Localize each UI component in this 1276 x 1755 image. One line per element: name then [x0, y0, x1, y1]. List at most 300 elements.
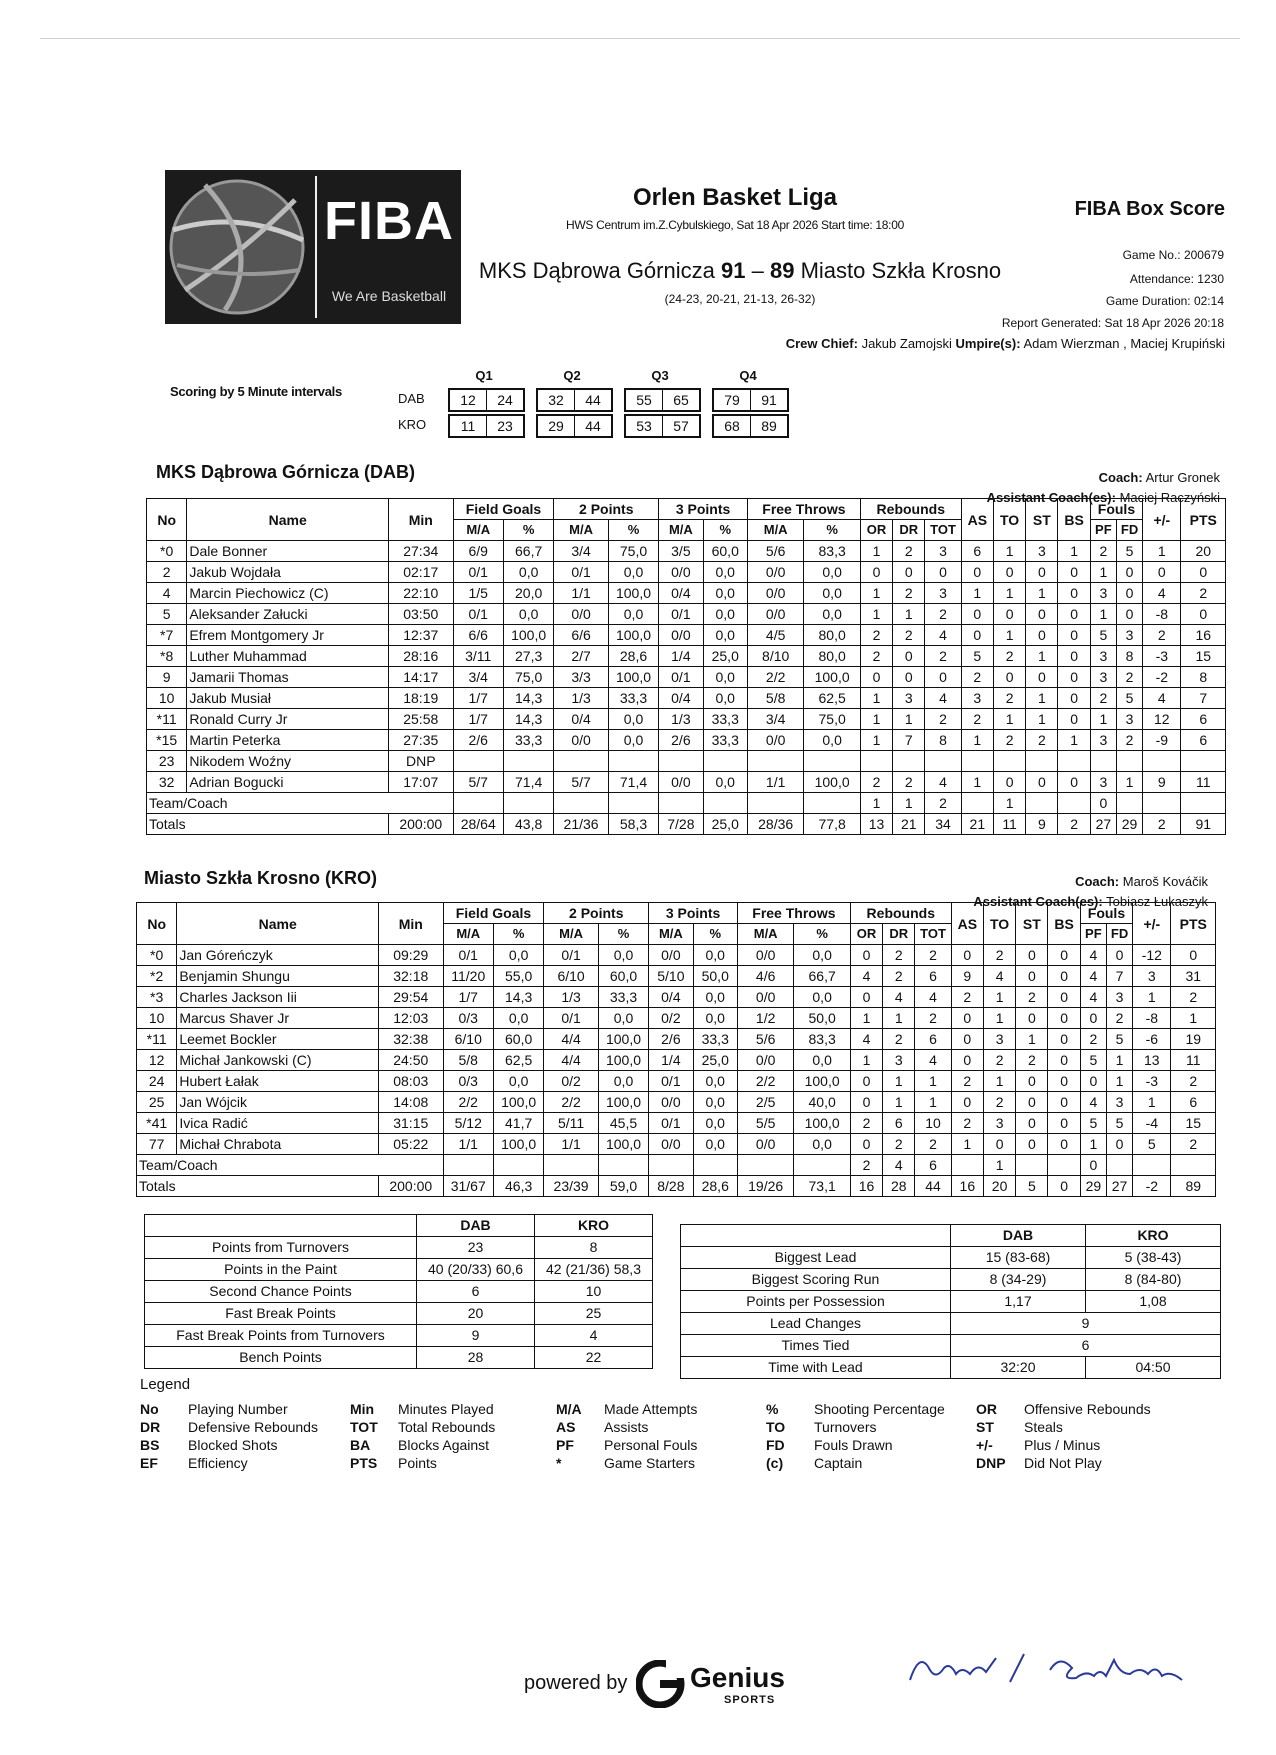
col-st: ST	[1026, 499, 1058, 541]
stat-cell: 0,0	[493, 1071, 543, 1092]
stat-cell	[993, 751, 1025, 772]
stat-cell: 5/11	[544, 1113, 598, 1134]
stat-cell: 6	[1181, 730, 1226, 751]
col-2-points: 2 Points	[554, 499, 659, 520]
player-number: 5	[147, 604, 187, 625]
stat-cell	[544, 1155, 598, 1176]
stat-cell: 0/0	[659, 772, 703, 793]
player-row	[147, 751, 1226, 772]
player-row	[137, 1008, 1216, 1029]
attendance: Attendance: 1230	[1129, 272, 1224, 286]
stat-cell: 0	[1181, 562, 1226, 583]
stat-cell: 0,0	[493, 1008, 543, 1029]
stat-cell: 10	[915, 1113, 951, 1134]
stat-cell: 2	[925, 793, 961, 814]
stat-cell: 0	[1143, 562, 1181, 583]
player-name: Luther Muhammad	[187, 646, 389, 667]
stat-cell: 3	[1090, 583, 1116, 604]
stat-cell: 0	[1048, 945, 1080, 966]
stat-cell: 2	[993, 730, 1025, 751]
player-name: Martin Peterka	[187, 730, 389, 751]
col-subheader: DR	[883, 924, 915, 945]
legend-column	[766, 1400, 986, 1472]
stat-cell	[659, 751, 703, 772]
stat-cell: 0	[951, 1092, 983, 1113]
legend-desc: Steals	[1024, 1419, 1063, 1435]
stat-cell: 5	[1106, 1113, 1132, 1134]
stat-cell: 2	[925, 709, 961, 730]
stat-cell: 2	[925, 604, 961, 625]
stat-cell	[1116, 751, 1142, 772]
interval-box	[536, 414, 613, 438]
stats-label: Lead Changes	[681, 1313, 951, 1335]
stat-cell: 100,0	[794, 1071, 850, 1092]
stat-cell: 4	[850, 966, 882, 987]
stat-cell: 80,0	[804, 646, 860, 667]
stat-cell	[1143, 751, 1181, 772]
stat-cell: 12:37	[389, 625, 454, 646]
player-name: Leemet Bockler	[177, 1029, 379, 1050]
quarter-label: Q2	[563, 368, 581, 383]
stat-cell: 1/7	[453, 709, 503, 730]
stat-cell: 0/0	[659, 625, 703, 646]
player-row	[147, 772, 1226, 793]
stat-cell: 0	[1171, 945, 1216, 966]
player-row	[147, 604, 1226, 625]
player-number: *0	[137, 945, 177, 966]
stat-cell: 60,0	[598, 966, 648, 987]
player-number: *3	[137, 987, 177, 1008]
stats-row	[145, 1325, 653, 1347]
coach-label: Coach:	[1075, 874, 1120, 889]
stat-cell: 0	[961, 604, 993, 625]
stat-cell	[961, 751, 993, 772]
stat-cell: 1	[1090, 604, 1116, 625]
stats-value: 8 (34-29)	[951, 1269, 1086, 1291]
stat-cell: 8	[1116, 646, 1142, 667]
legend-key: AS	[556, 1419, 576, 1435]
interval-box	[624, 414, 701, 438]
stat-cell: 5	[1090, 625, 1116, 646]
interval-score: 65	[673, 392, 689, 408]
stat-cell: 71,4	[503, 772, 553, 793]
legend-item	[976, 1454, 1196, 1472]
stat-cell: 28,6	[608, 646, 658, 667]
col-subheader: %	[493, 924, 543, 945]
stat-cell: 7/28	[659, 814, 703, 835]
col-2-points: 2 Points	[544, 903, 649, 924]
coach-name: Artur Gronek	[1145, 470, 1220, 485]
legend-desc: Captain	[814, 1455, 863, 1471]
stat-cell: 0	[893, 646, 925, 667]
stat-cell: 0	[1106, 945, 1132, 966]
stat-cell: 200:00	[379, 1176, 444, 1197]
interval-box	[712, 414, 789, 438]
interval-score: 55	[626, 390, 663, 410]
stat-cell: 8	[1181, 667, 1226, 688]
player-number: 23	[147, 751, 187, 772]
col-as: AS	[951, 903, 983, 945]
team-coach-row	[147, 793, 1226, 814]
legend-item	[556, 1418, 776, 1436]
stat-cell: 58,3	[608, 814, 658, 835]
stat-cell: 83,3	[794, 1029, 850, 1050]
stat-cell: 2	[925, 646, 961, 667]
stat-cell: 4	[1080, 945, 1106, 966]
stat-cell: 6	[1181, 709, 1226, 730]
stats-value: 8 (84-80)	[1086, 1269, 1221, 1291]
legend-desc: Personal Fouls	[604, 1437, 698, 1453]
stat-cell: 4	[883, 987, 915, 1008]
stat-cell: 24:50	[379, 1050, 444, 1071]
stat-cell: 1	[993, 625, 1025, 646]
stat-cell: 31/67	[443, 1176, 493, 1197]
stat-cell: 1	[860, 709, 892, 730]
stat-cell: 0	[983, 1134, 1015, 1155]
totals-row	[137, 1176, 1216, 1197]
totals-label: Totals	[147, 814, 389, 835]
col-to: TO	[983, 903, 1015, 945]
stat-cell: 3	[925, 541, 961, 562]
col-subheader: %	[503, 520, 553, 541]
stat-cell: -6	[1133, 1029, 1171, 1050]
stat-cell: 3	[983, 1113, 1015, 1134]
stats-value: 4	[535, 1325, 653, 1347]
legend-item	[556, 1400, 776, 1418]
stat-cell: 62,5	[804, 688, 860, 709]
col-no: No	[147, 499, 187, 541]
col-subheader: %	[794, 924, 850, 945]
interval-score: 23	[497, 418, 513, 434]
stat-cell: 0,0	[804, 583, 860, 604]
player-row	[137, 1092, 1216, 1113]
stat-cell: 1	[1016, 1029, 1048, 1050]
stats-row	[145, 1259, 653, 1281]
matchup	[470, 258, 1010, 284]
legend-column	[976, 1400, 1196, 1472]
stat-cell: 2/6	[649, 1029, 693, 1050]
col-name: Name	[187, 499, 389, 541]
legend-key: (c)	[766, 1455, 784, 1471]
stat-cell: 200:00	[389, 814, 454, 835]
stat-cell: 0,0	[703, 688, 747, 709]
interval-score: 89	[761, 418, 777, 434]
stat-cell: 14,3	[503, 688, 553, 709]
stat-cell: 1	[961, 730, 993, 751]
stat-cell: 3	[1116, 709, 1142, 730]
quarter-label: Q3	[651, 368, 669, 383]
stat-cell: 0/0	[554, 730, 608, 751]
stats-label: Second Chance Points	[145, 1281, 417, 1303]
stat-cell: 09:29	[379, 945, 444, 966]
stats-value: 1,17	[951, 1291, 1086, 1313]
stats-label: Points per Possession	[681, 1291, 951, 1313]
game-duration: Game Duration: 02:14	[1105, 294, 1224, 308]
col-free-throws: Free Throws	[747, 499, 860, 520]
stat-cell: 1	[1106, 1050, 1132, 1071]
stat-cell: 33,3	[608, 688, 658, 709]
stats-row	[681, 1269, 1221, 1291]
stat-cell: 0,0	[598, 1071, 648, 1092]
stat-cell: 1	[993, 709, 1025, 730]
stat-cell: 0/0	[747, 583, 803, 604]
stat-cell: 21/36	[554, 814, 608, 835]
player-number: 24	[137, 1071, 177, 1092]
legend-key: BS	[140, 1437, 160, 1453]
player-name: Nikodem Woźny	[187, 751, 389, 772]
interval-score: 44	[585, 392, 601, 408]
stats-label: Biggest Lead	[681, 1247, 951, 1269]
stat-cell: 91	[1181, 814, 1226, 835]
col-subheader: M/A	[443, 924, 493, 945]
stat-cell: 3/4	[554, 541, 608, 562]
stat-cell: 0/0	[747, 730, 803, 751]
player-name: Marcin Piechowicz (C)	[187, 583, 389, 604]
stat-cell: 0,0	[703, 772, 747, 793]
player-row	[137, 1134, 1216, 1155]
stats-header: DAB	[951, 1225, 1086, 1247]
stat-cell: 0	[1048, 1134, 1080, 1155]
legend-column	[350, 1400, 570, 1472]
stat-cell: 100,0	[608, 667, 658, 688]
legend-key: FD	[766, 1437, 785, 1453]
stats-value: 40 (20/33) 60,6	[417, 1259, 535, 1281]
stat-cell: 6/6	[554, 625, 608, 646]
stat-cell: 02:17	[389, 562, 454, 583]
stat-cell: 5	[1116, 541, 1142, 562]
stat-cell: 0,0	[503, 604, 553, 625]
stat-cell: 3	[925, 583, 961, 604]
stat-cell: 0	[1080, 1071, 1106, 1092]
genius-brand: Genius	[690, 1662, 785, 1693]
player-name: Jakub Wojdała	[187, 562, 389, 583]
stat-cell: 2	[893, 772, 925, 793]
interval-box	[536, 388, 613, 412]
stat-cell: 0	[1048, 1008, 1080, 1029]
stat-cell: 100,0	[598, 1050, 648, 1071]
stat-cell: 29:54	[379, 987, 444, 1008]
stat-cell: 0	[951, 1050, 983, 1071]
stats-value: 9	[951, 1313, 1221, 1335]
stats-row	[681, 1335, 1221, 1357]
stat-cell: 0,0	[794, 1050, 850, 1071]
stat-cell: 100,0	[608, 625, 658, 646]
stat-cell: 0/1	[659, 604, 703, 625]
stats-row	[145, 1237, 653, 1259]
stat-cell: 100,0	[598, 1092, 648, 1113]
stats-value: 23	[417, 1237, 535, 1259]
player-row	[147, 667, 1226, 688]
stats-label: Fast Break Points from Turnovers	[145, 1325, 417, 1347]
stat-cell: 9	[1026, 814, 1058, 835]
stat-cell: 1	[883, 1008, 915, 1029]
col-subheader: M/A	[649, 924, 693, 945]
stat-cell: 100,0	[493, 1092, 543, 1113]
stat-cell: 20,0	[503, 583, 553, 604]
stats-value: 6	[417, 1281, 535, 1303]
stat-cell: 16	[850, 1176, 882, 1197]
stat-cell: 2	[1171, 1071, 1216, 1092]
stat-cell: 5/12	[443, 1113, 493, 1134]
col-subheader: %	[693, 924, 737, 945]
player-number: *8	[147, 646, 187, 667]
stat-cell: 0/0	[747, 562, 803, 583]
stat-cell: 29	[1080, 1176, 1106, 1197]
stat-cell: -12	[1133, 945, 1171, 966]
player-name: Dale Bonner	[187, 541, 389, 562]
stat-cell: 2	[951, 1071, 983, 1092]
col-st: ST	[1016, 903, 1048, 945]
stat-cell: 1	[1133, 987, 1171, 1008]
col-as: AS	[961, 499, 993, 541]
stat-cell: 2	[1090, 541, 1116, 562]
player-number: *15	[147, 730, 187, 751]
legend-key: Min	[350, 1401, 375, 1417]
stat-cell: 3/5	[659, 541, 703, 562]
stat-cell: 1	[860, 688, 892, 709]
legend-key: TO	[766, 1419, 786, 1435]
player-row	[147, 562, 1226, 583]
stat-cell: 0	[860, 667, 892, 688]
stat-cell: 2	[1181, 583, 1226, 604]
stat-cell: 7	[893, 730, 925, 751]
stat-cell: 0/0	[737, 1050, 793, 1071]
legend-title: Legend	[140, 1376, 191, 1393]
stat-cell: 100,0	[598, 1134, 648, 1155]
stat-cell: 41,7	[493, 1113, 543, 1134]
stat-cell: 0	[993, 562, 1025, 583]
col-subheader: FD	[1116, 520, 1142, 541]
stat-cell: 59,0	[598, 1176, 648, 1197]
player-number: *7	[147, 625, 187, 646]
stat-cell: 1/7	[443, 987, 493, 1008]
stat-cell: 0,0	[598, 945, 648, 966]
stat-cell: 2	[883, 945, 915, 966]
legend-item	[140, 1400, 360, 1418]
stat-cell: 3	[1090, 730, 1116, 751]
stat-cell: 0	[1048, 966, 1080, 987]
player-row	[137, 987, 1216, 1008]
assistant-label: Assistant Coach(es):	[973, 894, 1103, 909]
stat-cell: 3/4	[453, 667, 503, 688]
stat-cell: 4	[915, 987, 951, 1008]
legend-item	[976, 1400, 1196, 1418]
stat-cell: 0	[1016, 1092, 1048, 1113]
stat-cell	[443, 1155, 493, 1176]
stat-cell: 2	[860, 625, 892, 646]
player-number: *11	[147, 709, 187, 730]
team-stats-right	[680, 1224, 1221, 1379]
stat-cell: 0,0	[703, 625, 747, 646]
stat-cell: 1/1	[544, 1134, 598, 1155]
legend-item	[350, 1418, 570, 1436]
player-row	[137, 1071, 1216, 1092]
stat-cell	[703, 793, 747, 814]
document-type: FIBA Box Score	[1074, 198, 1225, 220]
legend-desc: Defensive Rebounds	[188, 1419, 318, 1435]
col-3-points: 3 Points	[659, 499, 748, 520]
stat-cell: 4	[925, 688, 961, 709]
stat-cell: 1/4	[659, 646, 703, 667]
stat-cell: 0,0	[693, 1008, 737, 1029]
stat-cell: 0	[1116, 583, 1142, 604]
top-rule	[40, 38, 1240, 39]
stat-cell: 1	[1133, 1092, 1171, 1113]
stats-value: 5 (38-43)	[1086, 1247, 1221, 1269]
stat-cell: 28:16	[389, 646, 454, 667]
col-subheader: M/A	[659, 520, 703, 541]
stat-cell: 3	[893, 688, 925, 709]
stat-cell: 100,0	[804, 667, 860, 688]
logo-text: FIBA	[324, 191, 454, 251]
col-bs: BS	[1048, 903, 1080, 945]
stat-cell	[453, 751, 503, 772]
stat-cell: 0,0	[608, 562, 658, 583]
stat-cell: 31	[1171, 966, 1216, 987]
stat-cell	[1181, 793, 1226, 814]
stat-cell: 71,4	[608, 772, 658, 793]
stat-cell: 2	[893, 625, 925, 646]
interval-box	[448, 388, 525, 412]
legend-key: TOT	[350, 1419, 378, 1435]
stat-cell: 3	[1090, 667, 1116, 688]
stat-cell	[804, 751, 860, 772]
col-subheader: PF	[1080, 924, 1106, 945]
stats-header: DAB	[417, 1215, 535, 1237]
stat-cell: 6/6	[453, 625, 503, 646]
stats-label: Biggest Scoring Run	[681, 1269, 951, 1291]
stats-label: Times Tied	[681, 1335, 951, 1357]
stat-cell: 0	[1026, 604, 1058, 625]
stat-cell: 5	[961, 646, 993, 667]
stat-cell: 100,0	[598, 1029, 648, 1050]
interval-score: 53	[626, 416, 663, 436]
stat-cell: 0	[925, 667, 961, 688]
stat-cell: 29	[1116, 814, 1142, 835]
stat-cell: 5/6	[737, 1029, 793, 1050]
stat-cell: 6	[883, 1113, 915, 1134]
stat-cell: 0,0	[693, 987, 737, 1008]
stat-cell: 2	[1016, 987, 1048, 1008]
stat-cell: 0	[993, 604, 1025, 625]
stat-cell: 2	[883, 1029, 915, 1050]
stat-cell	[951, 1155, 983, 1176]
legend-desc: Turnovers	[814, 1419, 877, 1435]
stat-cell: 0,0	[693, 1134, 737, 1155]
stat-cell: 3	[983, 1029, 1015, 1050]
stat-cell: 8/10	[747, 646, 803, 667]
stat-cell	[693, 1155, 737, 1176]
crew-chief: Jakub Zamojski	[861, 336, 952, 351]
stat-cell: 4	[850, 1029, 882, 1050]
stat-cell: 14,3	[503, 709, 553, 730]
stat-cell: 5	[1133, 1134, 1171, 1155]
col-fouls: Fouls	[1080, 903, 1132, 924]
stat-cell: 0	[1016, 1113, 1048, 1134]
stat-cell: 5/5	[737, 1113, 793, 1134]
stat-cell: 1	[983, 1008, 1015, 1029]
stat-cell: 2	[961, 667, 993, 688]
coach-home	[1099, 470, 1220, 485]
stat-cell: 0	[1058, 667, 1090, 688]
stat-cell	[1058, 751, 1090, 772]
interval-box	[712, 388, 789, 412]
stat-cell: 1/4	[649, 1050, 693, 1071]
stats-label: Points in the Paint	[145, 1259, 417, 1281]
stat-cell: 3	[1133, 966, 1171, 987]
stat-cell: -2	[1133, 1176, 1171, 1197]
col-subheader: OR	[850, 924, 882, 945]
